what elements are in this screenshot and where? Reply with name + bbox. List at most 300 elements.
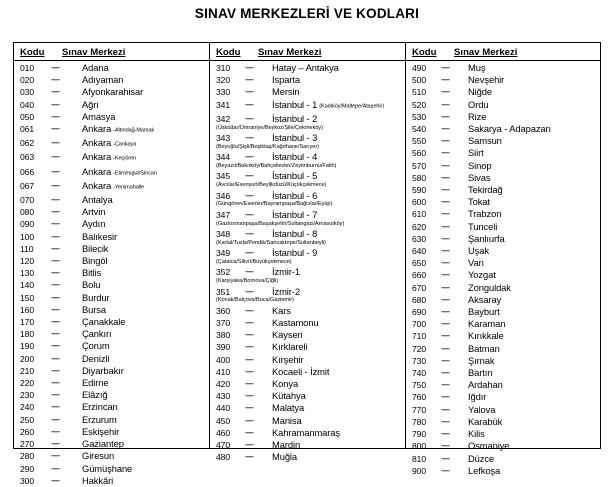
- center-name: Erzincan: [82, 401, 118, 413]
- leader-dashes: -------: [441, 172, 449, 182]
- leader-dashes: -------: [441, 148, 449, 158]
- column-header-code-label: Kodu: [20, 47, 45, 58]
- center-name: Zonguldak: [468, 281, 511, 293]
- center-districts-line: (Beyoğlu/Şişli/Beşiktaş/Kağıthane/Sarıyer): [216, 143, 319, 150]
- leader-dashes: -------: [245, 75, 253, 85]
- column-rows-3: [406, 62, 600, 477]
- center-name: Ankara: [82, 179, 112, 191]
- table-row: [412, 147, 600, 159]
- leader-dashes: -------: [51, 426, 59, 436]
- table-row: [216, 390, 405, 402]
- leader-dashes: -------: [245, 379, 253, 389]
- center-code: 490: [412, 63, 427, 73]
- center-name: İzmir-2: [272, 285, 300, 297]
- center-code: 120: [20, 256, 35, 267]
- center-code: 460: [216, 427, 231, 438]
- center-code: 200: [20, 353, 35, 364]
- table-row: [20, 316, 209, 328]
- center-name: İstanbul - 8: [272, 228, 318, 240]
- leader-dashes: -------: [51, 341, 59, 351]
- center-districts-line: (Güngören/Esenler/Bayrampaşa/Bağcılar/Eyüp): [216, 201, 333, 208]
- center-code: 341: [216, 99, 231, 110]
- table-row: [216, 132, 405, 144]
- center-name: Mardin: [272, 439, 301, 451]
- center-code: 140: [20, 280, 35, 291]
- center-districts-line: (Üsküdar/Ümraniye/Beykoz/Şile/Çekmeköy): [216, 124, 323, 131]
- center-code: 670: [412, 282, 427, 293]
- leader-dashes: -------: [51, 402, 59, 412]
- center-districts-inline: -Keçiören: [113, 155, 137, 162]
- leader-dashes: -------: [51, 292, 59, 302]
- center-name: Ağrı: [82, 98, 99, 110]
- table-row: [20, 180, 209, 194]
- center-name: Artvin: [82, 206, 106, 218]
- leader-dashes: -------: [245, 113, 253, 123]
- table-row: [412, 269, 600, 281]
- leader-dashes: -------: [51, 451, 59, 461]
- table-row: [412, 99, 600, 111]
- table-column-3: [406, 43, 600, 476]
- table-row: [20, 74, 209, 86]
- table-row: [412, 245, 600, 257]
- table-row: [216, 86, 405, 98]
- center-name: Ankara: [82, 165, 112, 177]
- center-name: Iğdır: [468, 391, 487, 403]
- table-row: [412, 282, 600, 294]
- center-name: Kahramanmaraş: [272, 426, 341, 438]
- table-row: [412, 74, 600, 86]
- leader-dashes: -------: [245, 63, 253, 72]
- center-name: Isparta: [272, 74, 300, 86]
- center-code: 345: [216, 171, 231, 182]
- center-districts-line: (Konak/Balçova/Buca/Gaziemir): [216, 297, 294, 304]
- table-row: [216, 427, 405, 439]
- center-name: Ankara: [82, 151, 112, 163]
- table-row: [412, 318, 600, 330]
- table-row: [20, 137, 209, 151]
- center-name: Çorum: [82, 340, 110, 352]
- column-header-code-label: Kodu: [216, 47, 241, 58]
- table-row: [412, 330, 600, 342]
- center-code: 230: [20, 390, 35, 401]
- center-name: Nevşehir: [468, 74, 505, 86]
- column-header-1: [14, 46, 209, 61]
- center-code: 700: [412, 319, 427, 330]
- table-row: [412, 343, 600, 355]
- center-code: 100: [20, 231, 35, 242]
- table-row: [412, 453, 600, 465]
- center-code: 720: [412, 343, 427, 354]
- table-row: [20, 123, 209, 137]
- center-districts-inline: -Etimesgut/Sincan: [113, 170, 157, 177]
- center-name: Kocaeli - İzmit: [272, 365, 330, 377]
- leader-dashes: -------: [51, 390, 59, 400]
- table-row: [216, 247, 405, 259]
- center-code: 280: [20, 451, 35, 462]
- center-code: 500: [412, 75, 427, 86]
- leader-dashes: -------: [51, 152, 59, 162]
- center-code: 380: [216, 330, 231, 341]
- leader-dashes: -------: [51, 280, 59, 290]
- center-name: Afyonkarahisar: [82, 86, 144, 98]
- center-code: 900: [412, 465, 427, 476]
- table-row: [216, 74, 405, 86]
- leader-dashes: -------: [441, 331, 449, 341]
- leader-dashes: -------: [441, 160, 449, 170]
- center-code: 260: [20, 426, 35, 437]
- leader-dashes: -------: [441, 233, 449, 243]
- leader-dashes: -------: [51, 304, 59, 314]
- table-row: [216, 99, 405, 113]
- center-code: 290: [20, 463, 35, 474]
- table-row: [216, 354, 405, 366]
- center-name: Gaziantep: [82, 438, 124, 450]
- center-code: 690: [412, 307, 427, 318]
- leader-dashes: -------: [441, 453, 449, 463]
- leader-dashes: -------: [441, 258, 449, 268]
- center-code: 110: [20, 243, 34, 254]
- table-row: [216, 151, 405, 163]
- table-row: [20, 111, 209, 123]
- center-name: Bayburt: [468, 306, 500, 318]
- leader-dashes: -------: [51, 365, 59, 375]
- leader-dashes: -------: [441, 124, 449, 134]
- center-code: 348: [216, 229, 231, 240]
- center-districts-line: (Karşıyaka/Bornova/Çiğli): [216, 278, 279, 285]
- center-code: 070: [20, 195, 35, 206]
- table-row: [20, 166, 209, 180]
- center-code: 710: [412, 331, 427, 342]
- leader-dashes: -------: [245, 391, 253, 401]
- leader-dashes: -------: [441, 270, 449, 280]
- leader-dashes: -------: [245, 248, 253, 258]
- center-code: 347: [216, 209, 231, 220]
- center-name: Ankara: [82, 137, 112, 149]
- center-name: Kırşehir: [272, 353, 304, 365]
- leader-dashes: -------: [441, 355, 449, 365]
- table-row: [412, 391, 600, 403]
- table-row: [412, 208, 600, 220]
- leader-dashes: -------: [441, 87, 449, 97]
- leader-dashes: -------: [245, 87, 253, 97]
- center-code: 360: [216, 305, 231, 316]
- center-districts-line: (Avcılar/Esenyurt/Beylikdüzü/Küçükçekmece): [216, 182, 327, 189]
- center-code: 610: [412, 209, 427, 220]
- table-column-2: [210, 43, 406, 463]
- center-name: Osmaniye: [468, 440, 510, 452]
- center-code: 560: [412, 148, 427, 159]
- center-name: Yozgat: [468, 269, 496, 281]
- table-row: [20, 194, 209, 206]
- center-name: Trabzon: [468, 208, 502, 220]
- center-code: 067: [20, 180, 35, 191]
- leader-dashes: -------: [245, 342, 253, 352]
- leader-dashes: -------: [441, 441, 449, 451]
- center-code: 066: [20, 166, 35, 177]
- leader-dashes: -------: [245, 318, 253, 328]
- center-name: Hatay – Antakya: [272, 62, 339, 73]
- center-name: Şanlıurfa: [468, 232, 505, 244]
- center-name: Sivas: [468, 171, 491, 183]
- center-name: Kırklareli: [272, 341, 308, 353]
- center-code: 750: [412, 380, 427, 391]
- center-name: Çanakkale: [82, 316, 126, 328]
- center-code: 590: [412, 185, 427, 196]
- center-name: Samsun: [468, 135, 502, 147]
- table-row: [216, 62, 405, 74]
- center-code: 090: [20, 219, 35, 230]
- table-row: [20, 426, 209, 438]
- table-row: [20, 438, 209, 450]
- table-row: [20, 86, 209, 98]
- table-row: [20, 401, 209, 413]
- table-row: [412, 416, 600, 428]
- center-name: Yalova: [468, 403, 496, 415]
- center-code: 030: [20, 87, 35, 98]
- center-code: 040: [20, 99, 35, 110]
- center-name: Düzce: [468, 452, 495, 464]
- center-code: 770: [412, 404, 427, 415]
- center-name: Niğde: [468, 86, 492, 98]
- center-code: 370: [216, 318, 231, 329]
- center-code: 660: [412, 270, 427, 281]
- center-name: İstanbul - 2: [272, 112, 318, 124]
- center-code: 540: [412, 124, 427, 135]
- center-name: İstanbul - 5: [272, 170, 318, 182]
- center-code: 400: [216, 354, 231, 365]
- leader-dashes: -------: [51, 268, 59, 278]
- leader-dashes: -------: [245, 440, 253, 450]
- center-name: Giresun: [82, 450, 115, 462]
- center-code: 210: [20, 365, 35, 376]
- center-code: 420: [216, 379, 231, 390]
- center-name: İstanbul - 1: [272, 98, 318, 110]
- table-row: [216, 317, 405, 329]
- leader-dashes: -------: [441, 380, 449, 390]
- table-row: [412, 355, 600, 367]
- center-code: 270: [20, 439, 35, 450]
- table-row: [412, 196, 600, 208]
- center-name: İstanbul - 9: [272, 247, 318, 259]
- table-row: [412, 221, 600, 233]
- table-row: [216, 329, 405, 341]
- center-code: 790: [412, 429, 427, 440]
- leader-dashes: -------: [441, 368, 449, 378]
- center-name: Manisa: [272, 414, 302, 426]
- table-row: [20, 340, 209, 352]
- center-name: Şırnak: [468, 354, 495, 366]
- center-districts-line: (Gaziosmanpaşa/Başakşehir/Sultangazi/Arnavutköy): [216, 220, 345, 227]
- exam-centers-table: [13, 42, 601, 486]
- center-districts-line: (Çatalca/Silivri/Büyükçekmece): [216, 258, 292, 265]
- center-code: 680: [412, 294, 427, 305]
- leader-dashes: -------: [51, 353, 59, 363]
- center-code: 410: [216, 366, 231, 377]
- leader-dashes: -------: [245, 452, 253, 462]
- center-name: Muğla: [272, 451, 298, 463]
- table-row: [20, 206, 209, 218]
- leader-dashes: -------: [441, 63, 449, 72]
- center-name: Tekirdağ: [468, 184, 503, 196]
- leader-dashes: -------: [245, 427, 253, 437]
- center-name: Burdur: [82, 291, 110, 303]
- table-row: [20, 151, 209, 165]
- center-code: 430: [216, 391, 231, 402]
- center-name: Aksaray: [468, 293, 502, 305]
- center-code: 480: [216, 452, 231, 463]
- center-name: Karaman: [468, 318, 506, 330]
- leader-dashes: -------: [441, 429, 449, 439]
- table-row: [20, 414, 209, 426]
- leader-dashes: -------: [441, 136, 449, 146]
- center-name: Adıyaman: [82, 74, 124, 86]
- center-code: 130: [20, 268, 35, 279]
- center-code: 150: [20, 292, 35, 303]
- column-header-center-label: Sınav Merkezi: [62, 47, 126, 58]
- center-name: İstanbul - 6: [272, 189, 318, 201]
- leader-dashes: -------: [441, 185, 449, 195]
- center-name: Rize: [468, 110, 487, 122]
- leader-dashes: -------: [51, 439, 59, 449]
- column-rows-2: [210, 62, 405, 463]
- table-row: [412, 135, 600, 147]
- center-name: Ardahan: [468, 379, 503, 391]
- leader-dashes: -------: [441, 343, 449, 353]
- leader-dashes: -------: [441, 294, 449, 304]
- center-code: 580: [412, 172, 427, 183]
- table-row: [412, 123, 600, 135]
- leader-dashes: -------: [51, 243, 59, 253]
- center-code: 620: [412, 221, 427, 232]
- center-name: İstanbul - 3: [272, 132, 318, 144]
- column-header-2: [210, 46, 405, 61]
- leader-dashes: -------: [51, 317, 59, 327]
- leader-dashes: -------: [441, 404, 449, 414]
- center-name: Batman: [468, 342, 500, 354]
- table-row: [216, 451, 405, 463]
- table-row: [216, 341, 405, 353]
- table-row: [412, 233, 600, 245]
- table-row: [412, 62, 600, 74]
- center-districts-line: (Kartal/Tuzla/Pendik/Sancaktepe/Sultanbeyli): [216, 239, 326, 246]
- center-name: Bursa: [82, 303, 106, 315]
- leader-dashes: -------: [441, 307, 449, 317]
- center-name: Karabük: [468, 415, 503, 427]
- center-name: İzmir-1: [272, 266, 300, 278]
- center-code: 342: [216, 113, 231, 124]
- leader-dashes: -------: [441, 197, 449, 207]
- table-row: [412, 306, 600, 318]
- leader-dashes: -------: [51, 475, 59, 485]
- leader-dashes: -------: [51, 378, 59, 388]
- center-name: Mersin: [272, 86, 300, 98]
- leader-dashes: -------: [51, 63, 59, 72]
- table-row: [412, 111, 600, 123]
- center-code: 020: [20, 75, 35, 86]
- leader-dashes: -------: [245, 415, 253, 425]
- table-row: [216, 286, 405, 298]
- column-rows-1: [14, 62, 209, 487]
- leader-dashes: -------: [51, 231, 59, 241]
- center-name: Tokat: [468, 196, 490, 208]
- center-name: Bilecik: [82, 242, 109, 254]
- center-districts-inline: (Kadıköy/Maltepe/Ataşehir): [319, 103, 385, 110]
- center-name: Adana: [82, 62, 109, 73]
- center-code: 063: [20, 152, 35, 163]
- center-name: Kastamonu: [272, 317, 319, 329]
- center-code: 062: [20, 138, 35, 149]
- table-row: [20, 62, 209, 74]
- table-row: [20, 377, 209, 389]
- center-code: 600: [412, 197, 427, 208]
- center-name: Malatya: [272, 402, 305, 414]
- leader-dashes: -------: [245, 133, 253, 143]
- column-header-3: [406, 46, 600, 61]
- center-name: Edirne: [82, 377, 109, 389]
- leader-dashes: -------: [245, 229, 253, 239]
- center-code: 250: [20, 414, 35, 425]
- center-name: Lefkoşa: [468, 464, 501, 476]
- center-name: İstanbul - 7: [272, 208, 318, 220]
- leader-dashes: -------: [245, 209, 253, 219]
- center-code: 470: [216, 440, 231, 451]
- center-name: Bitlis: [82, 267, 102, 279]
- leader-dashes: -------: [441, 392, 449, 402]
- center-code: 530: [412, 111, 427, 122]
- table-row: [412, 367, 600, 379]
- leader-dashes: -------: [51, 138, 59, 148]
- center-code: 550: [412, 136, 427, 147]
- table-row: [216, 366, 405, 378]
- leader-dashes: -------: [245, 286, 253, 296]
- center-code: 190: [20, 341, 35, 352]
- page-root: [0, 6, 614, 486]
- leader-dashes: -------: [441, 221, 449, 231]
- center-name: Balıkesir: [82, 230, 118, 242]
- table-row: [412, 172, 600, 184]
- table-row: [20, 243, 209, 255]
- center-name: Tunceli: [468, 220, 498, 232]
- leader-dashes: -------: [441, 209, 449, 219]
- leader-dashes: -------: [245, 171, 253, 181]
- center-code: 351: [216, 286, 231, 297]
- table-row: [216, 266, 405, 278]
- table-row: [20, 475, 209, 487]
- center-code: 220: [20, 378, 35, 389]
- leader-dashes: -------: [51, 87, 59, 97]
- table-row: [20, 231, 209, 243]
- leader-dashes: -------: [51, 75, 59, 85]
- center-districts-line: (Beyazıt/Bakırköy/Bahçelievler/Zeytinburnu/Fatih): [216, 162, 337, 169]
- table-row: [216, 209, 405, 221]
- center-name: Aydın: [82, 218, 106, 230]
- table-row: [20, 267, 209, 279]
- leader-dashes: -------: [441, 246, 449, 256]
- center-code: 080: [20, 207, 35, 218]
- center-name: Muş: [468, 62, 486, 73]
- center-code: 346: [216, 190, 231, 201]
- center-name: Siirt: [468, 147, 484, 159]
- table-row: [412, 465, 600, 477]
- leader-dashes: -------: [441, 319, 449, 329]
- center-name: Erzurum: [82, 413, 117, 425]
- center-name: Elâzığ: [82, 389, 108, 401]
- leader-dashes: -------: [51, 195, 59, 205]
- leader-dashes: -------: [51, 124, 59, 134]
- table-row: [20, 304, 209, 316]
- center-code: 170: [20, 317, 35, 328]
- table-row: [20, 365, 209, 377]
